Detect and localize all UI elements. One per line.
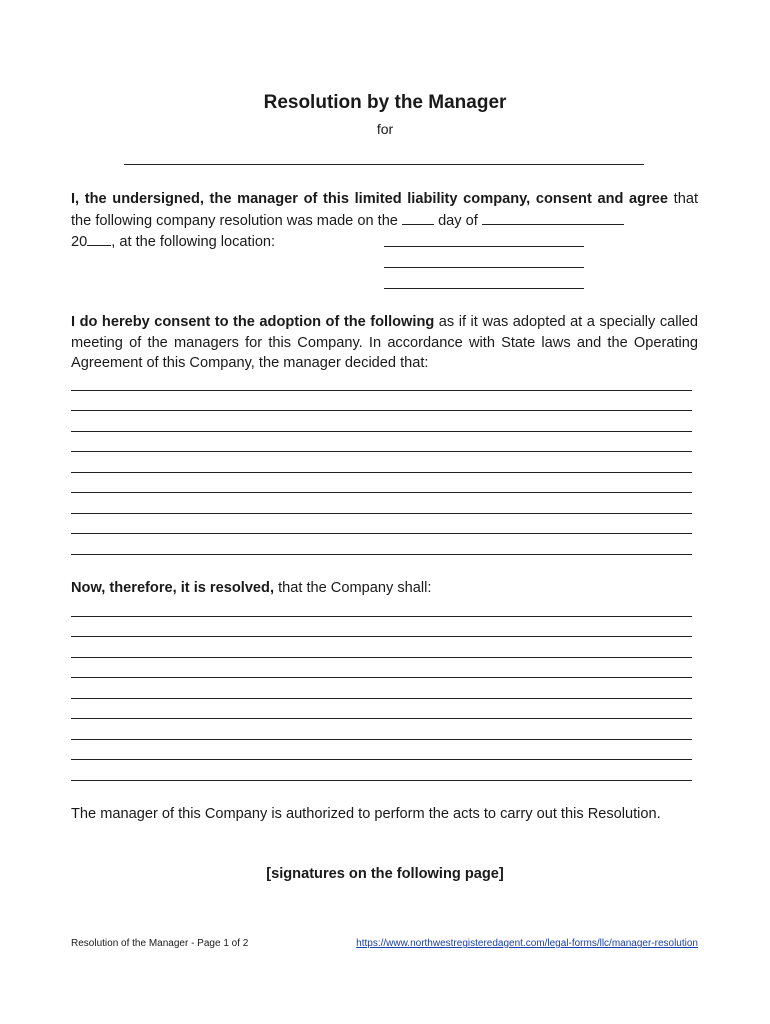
signatures-note: [signatures on the following page]	[266, 866, 504, 882]
decision-line[interactable]	[71, 391, 692, 412]
decision-line[interactable]	[71, 493, 692, 514]
resolution-line[interactable]	[71, 699, 692, 720]
year-blank[interactable]	[87, 231, 111, 246]
document-title: Resolution by the Manager	[263, 92, 507, 113]
decision-line[interactable]	[71, 534, 692, 555]
decision-line[interactable]	[71, 370, 692, 391]
day-blank[interactable]	[402, 210, 434, 225]
resolution-line[interactable]	[71, 637, 692, 658]
company-name-line[interactable]	[124, 164, 644, 165]
month-blank[interactable]	[482, 210, 624, 225]
resolved-bold-text: Now, therefore, it is resolved,	[71, 580, 275, 596]
resolved-text: that the Company shall:	[274, 580, 432, 596]
location-line-1[interactable]	[384, 246, 584, 247]
decision-line[interactable]	[71, 473, 692, 494]
location-label: , at the following location:	[111, 234, 276, 250]
year-prefix: 20	[71, 234, 88, 250]
resolution-line[interactable]	[71, 740, 692, 761]
intro-paragraph	[71, 189, 698, 253]
intro-bold-text: I, the undersigned, the manager of this limited liability company, consent and agree	[71, 191, 668, 207]
footer-page-label: Resolution of the Manager - Page 1 of 2	[71, 938, 249, 949]
decision-lines[interactable]	[71, 370, 692, 555]
consent-bold-text: I do hereby consent to the adoption of the following	[71, 314, 435, 330]
intro-text: that the following company resolution was made on the	[71, 191, 698, 229]
authorization-paragraph: The manager of this Company is authorized to perform the acts to carry out this Resolution.	[71, 806, 661, 822]
decision-line[interactable]	[71, 432, 692, 453]
resolution-line[interactable]	[71, 617, 692, 638]
resolution-line[interactable]	[71, 596, 692, 617]
footer-url-link[interactable]: https://www.northwestregisteredagent.com/legal-forms/llc/manager-resolution	[356, 938, 698, 949]
location-line-2[interactable]	[384, 267, 584, 268]
resolution-line[interactable]	[71, 658, 692, 679]
resolution-line[interactable]	[71, 760, 692, 781]
decision-line[interactable]	[71, 452, 692, 473]
consent-text: as if it was adopted at a specially called meeting of the managers for this Company. In accordance with State laws and the Operating Agreement of this Company, the manager decided that:	[71, 314, 698, 371]
decision-line[interactable]	[71, 411, 692, 432]
resolution-lines[interactable]	[71, 596, 692, 781]
location-line-3[interactable]	[384, 288, 584, 289]
consent-paragraph	[71, 312, 698, 374]
resolution-line[interactable]	[71, 719, 692, 740]
document-subtitle: for	[376, 121, 394, 137]
day-of-label: day of	[438, 212, 478, 229]
decision-line[interactable]	[71, 514, 692, 535]
resolution-line[interactable]	[71, 678, 692, 699]
